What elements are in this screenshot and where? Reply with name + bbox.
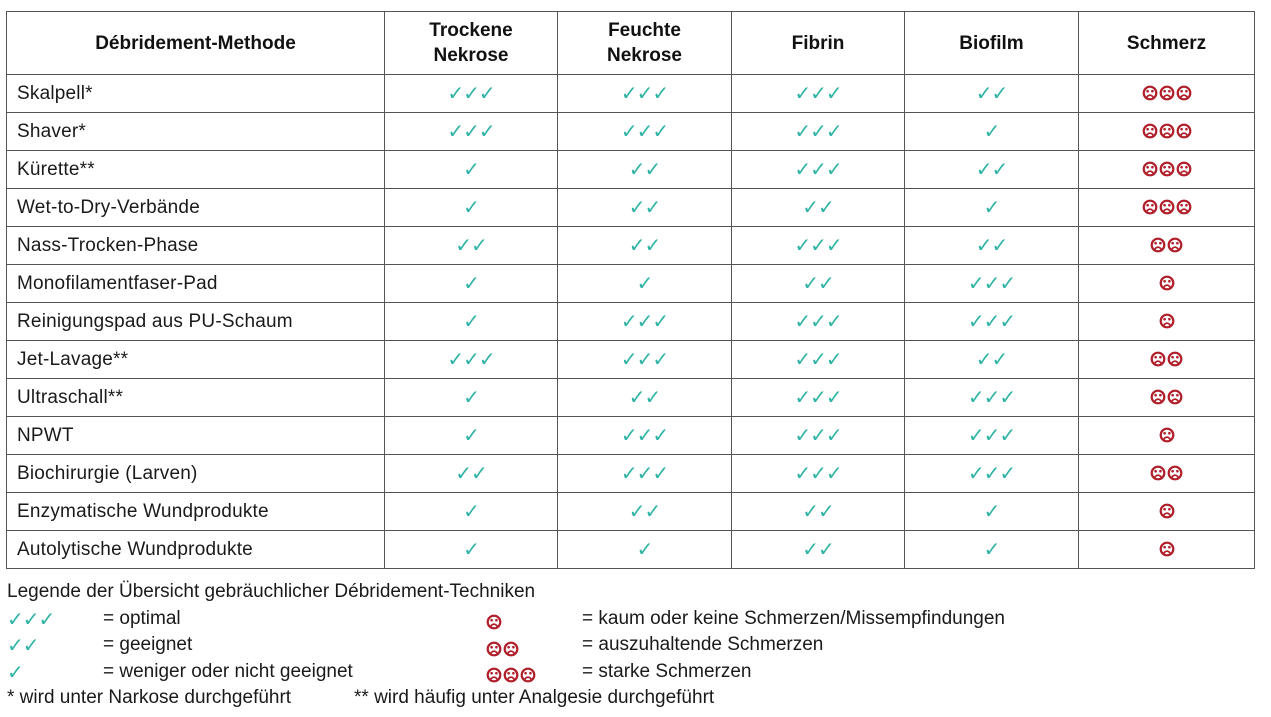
- rating-trockene: [385, 417, 558, 455]
- sad-face-icon: [1159, 123, 1175, 139]
- check-icon: ✓✓: [455, 233, 487, 257]
- check-icon: ✓✓✓: [620, 347, 669, 371]
- table-row: [7, 303, 1255, 341]
- footnotes-row: [7, 685, 1257, 712]
- pain-rating: [1158, 538, 1175, 560]
- sad-face-icon: [503, 667, 519, 683]
- check-icon: ✓: [983, 499, 1000, 523]
- rating-trockene: [385, 379, 558, 417]
- sad-face-icon: [1176, 123, 1192, 139]
- rating-fibrin: [732, 493, 905, 531]
- sad-face-icon: [1159, 313, 1175, 329]
- rating-feuchte: [558, 303, 732, 341]
- check-icon: ✓: [463, 195, 479, 219]
- pain-rating: [1150, 234, 1184, 256]
- sad-face-icon: [1159, 85, 1175, 101]
- header-line: Nekrose: [607, 45, 682, 66]
- header-line: Biofilm: [959, 32, 1024, 54]
- sad-face-icon: [1159, 199, 1175, 215]
- check-icon: ✓✓✓: [620, 309, 669, 333]
- check-icon: ✓✓✓: [794, 157, 842, 181]
- method-name: Reinigungspad aus PU-Schaum: [7, 303, 385, 341]
- method-name: Wet-to-Dry-Verbände: [7, 189, 385, 227]
- method-name: Kürette**: [7, 151, 385, 189]
- sad-face-icon: [503, 641, 519, 657]
- check-icon: ✓✓✓: [967, 423, 1016, 447]
- table-row: [7, 265, 1255, 303]
- header-line: Feuchte: [608, 20, 681, 41]
- rating-schmerz: [1079, 493, 1255, 531]
- sad-face-icon: [1176, 199, 1192, 215]
- sad-face-icon: [1142, 123, 1158, 139]
- method-name: Nass-Trocken-Phase: [7, 227, 385, 265]
- rating-fibrin: [732, 151, 905, 189]
- rating-feuchte: [558, 265, 732, 303]
- rating-schmerz: [1079, 531, 1255, 569]
- rating-biofilm: [905, 151, 1079, 189]
- pain-rating: [1141, 196, 1192, 218]
- check-icon: ✓✓✓: [447, 119, 495, 143]
- rating-feuchte: [558, 417, 732, 455]
- check-icon: ✓✓✓: [794, 461, 842, 485]
- check-icon: ✓: [983, 537, 1000, 561]
- sad-face-icon: [1167, 351, 1183, 367]
- rating-biofilm: [905, 455, 1079, 493]
- check-icon: ✓✓: [628, 157, 661, 181]
- check-icon: ✓✓: [628, 195, 661, 219]
- rating-schmerz: [1079, 227, 1255, 265]
- legend-pain-text: = starke Schmerzen: [582, 660, 752, 682]
- rating-fibrin: [732, 303, 905, 341]
- check-icon: ✓✓: [628, 499, 661, 523]
- table-row: [7, 341, 1255, 379]
- rating-feuchte: [558, 151, 732, 189]
- table-row: [7, 189, 1255, 227]
- check-icon: ✓✓✓: [794, 385, 842, 409]
- check-icon: ✓✓✓: [794, 119, 842, 143]
- rating-biofilm: [905, 189, 1079, 227]
- check-icon: ✓✓✓: [620, 119, 669, 143]
- rating-biofilm: [905, 227, 1079, 265]
- check-icon: ✓✓✓: [620, 81, 669, 105]
- header-trockene: [385, 12, 558, 75]
- sad-face-icon: [486, 667, 502, 683]
- rating-fibrin: [732, 341, 905, 379]
- rating-biofilm: [905, 531, 1079, 569]
- check-icon: ✓✓: [802, 195, 834, 219]
- check-icon: ✓✓: [975, 347, 1008, 371]
- check-icon: ✓: [983, 119, 1000, 143]
- method-name: Skalpell*: [7, 75, 385, 113]
- check-icon: ✓✓✓: [447, 81, 495, 105]
- sad-face-icon: [1159, 503, 1175, 519]
- rating-trockene: [385, 189, 558, 227]
- rating-schmerz: [1079, 417, 1255, 455]
- check-icon: ✓✓: [802, 537, 834, 561]
- check-icon: ✓: [983, 195, 1000, 219]
- header-line: Fibrin: [791, 32, 845, 54]
- check-icon: ✓: [463, 385, 479, 409]
- check-icon: ✓✓✓: [967, 385, 1016, 409]
- check-icon: ✓✓✓: [794, 81, 842, 105]
- check-icon: ✓: [463, 309, 479, 333]
- rating-biofilm: [905, 75, 1079, 113]
- rating-feuchte: [558, 531, 732, 569]
- table-row: [7, 379, 1255, 417]
- rating-fibrin: [732, 265, 905, 303]
- pain-rating: [1158, 500, 1175, 522]
- check-icon: ✓✓✓: [7, 606, 55, 631]
- footnote-narkose: * wird unter Narkose durchgeführt: [7, 687, 292, 708]
- rating-fibrin: [732, 227, 905, 265]
- table-row: [7, 113, 1255, 151]
- sad-face-icon: [1167, 465, 1183, 481]
- pain-rating: [1158, 310, 1175, 332]
- header-biofilm: [905, 12, 1079, 75]
- rating-schmerz: [1079, 113, 1255, 151]
- header-line: Nekrose: [433, 45, 509, 66]
- rating-biofilm: [905, 493, 1079, 531]
- sad-face-icon: [1167, 389, 1183, 405]
- header-line: Schmerz: [1126, 32, 1207, 54]
- rating-biofilm: [905, 341, 1079, 379]
- table-row: [7, 75, 1255, 113]
- sad-face-icon: [1176, 85, 1192, 101]
- rating-schmerz: [1079, 341, 1255, 379]
- footnote-analgesie: ** wird häufig unter Analgesie durchgeführt: [354, 687, 715, 708]
- check-icon: ✓✓: [628, 385, 661, 409]
- header-row: [7, 12, 1255, 75]
- method-name: Shaver*: [7, 113, 385, 151]
- rating-schmerz: [1079, 75, 1255, 113]
- rating-schmerz: [1079, 189, 1255, 227]
- legend: [7, 579, 1257, 712]
- sad-face-icon: [486, 641, 502, 657]
- pain-rating: [1158, 272, 1175, 294]
- check-icon: ✓✓: [975, 81, 1008, 105]
- method-name: Ultraschall**: [7, 379, 385, 417]
- sad-face-icon: [1159, 275, 1175, 291]
- rating-biofilm: [905, 303, 1079, 341]
- sad-face-icon: [520, 667, 536, 683]
- rating-fibrin: [732, 75, 905, 113]
- rating-feuchte: [558, 341, 732, 379]
- table-row: [7, 531, 1255, 569]
- sad-face-icon: [1150, 465, 1166, 481]
- method-name: Biochirurgie (Larven): [7, 455, 385, 493]
- legend-pain-text: = kaum oder keine Schmerzen/Missempfindungen: [582, 607, 1005, 629]
- pain-rating: [1150, 348, 1184, 370]
- check-icon: ✓✓✓: [447, 347, 495, 371]
- check-icon: ✓✓: [628, 233, 661, 257]
- rating-feuchte: [558, 455, 732, 493]
- rating-feuchte: [558, 227, 732, 265]
- rating-biofilm: [905, 265, 1079, 303]
- check-icon: ✓✓✓: [967, 461, 1016, 485]
- rating-trockene: [385, 113, 558, 151]
- rating-feuchte: [558, 379, 732, 417]
- table-row: [7, 455, 1255, 493]
- check-icon: ✓✓: [975, 233, 1008, 257]
- check-icon: ✓✓✓: [794, 423, 842, 447]
- check-icon: ✓✓: [7, 633, 39, 657]
- rating-trockene: [385, 493, 558, 531]
- check-icon: ✓: [463, 157, 479, 181]
- legend-row: [7, 659, 1257, 686]
- check-icon: ✓✓✓: [967, 271, 1016, 295]
- header-feuchte: [558, 12, 732, 75]
- sad-face-icon: [486, 614, 502, 630]
- sad-face-icon: [1142, 161, 1158, 177]
- table-body: [7, 75, 1255, 569]
- pain-rating: [1150, 462, 1184, 484]
- method-name: Monofilamentfaser-Pad: [7, 265, 385, 303]
- check-icon: ✓✓✓: [967, 309, 1016, 333]
- debridement-table: [6, 11, 1255, 569]
- header-line: Trockene: [429, 20, 513, 41]
- sad-face-icon: [1176, 161, 1192, 177]
- rating-feuchte: [558, 189, 732, 227]
- rating-trockene: [385, 455, 558, 493]
- check-icon: ✓✓✓: [620, 423, 669, 447]
- rating-fibrin: [732, 531, 905, 569]
- sad-face-icon: [1167, 237, 1183, 253]
- rating-schmerz: [1079, 265, 1255, 303]
- rating-schmerz: [1079, 303, 1255, 341]
- sad-face-icon: [1159, 427, 1175, 443]
- sad-face-icon: [1159, 541, 1175, 557]
- header-line: Débridement-Methode: [95, 32, 296, 54]
- rating-trockene: [385, 227, 558, 265]
- sad-face-icon: [1150, 351, 1166, 367]
- rating-trockene: [385, 341, 558, 379]
- rating-feuchte: [558, 75, 732, 113]
- sad-face-icon: [1142, 85, 1158, 101]
- rating-feuchte: [558, 493, 732, 531]
- rating-biofilm: [905, 113, 1079, 151]
- check-icon: ✓✓: [802, 271, 834, 295]
- legend-check-text: = weniger oder nicht geeignet: [103, 660, 353, 682]
- check-icon: ✓✓: [455, 461, 487, 485]
- check-icon: ✓: [463, 271, 479, 295]
- pain-rating: [1141, 158, 1192, 180]
- rating-schmerz: [1079, 455, 1255, 493]
- check-icon: ✓: [463, 537, 479, 561]
- header-method: [7, 12, 385, 75]
- legend-check-text: = optimal: [103, 607, 181, 629]
- method-name: Autolytische Wundprodukte: [7, 531, 385, 569]
- rating-fibrin: [732, 417, 905, 455]
- check-icon: ✓✓✓: [794, 233, 842, 257]
- rating-trockene: [385, 531, 558, 569]
- rating-fibrin: [732, 379, 905, 417]
- table-row: [7, 417, 1255, 455]
- method-name: Enzymatische Wundprodukte: [7, 493, 385, 531]
- pain-rating: [1141, 120, 1192, 142]
- sad-face-icon: [1142, 199, 1158, 215]
- method-name: Jet-Lavage**: [7, 341, 385, 379]
- legend-row: [7, 632, 1257, 659]
- check-icon: ✓: [636, 271, 653, 295]
- rating-trockene: [385, 303, 558, 341]
- pain-rating: [1158, 424, 1175, 446]
- check-icon: ✓: [463, 423, 479, 447]
- rating-fibrin: [732, 113, 905, 151]
- legend-title: Legende der Übersicht gebräuchlicher Débridement-Techniken: [7, 581, 536, 602]
- sad-face-icon: [1150, 237, 1166, 253]
- legend-pain-text: = auszuhaltende Schmerzen: [582, 634, 824, 655]
- check-icon: ✓✓: [802, 499, 834, 523]
- rating-schmerz: [1079, 151, 1255, 189]
- rating-feuchte: [558, 113, 732, 151]
- check-icon: ✓: [636, 537, 653, 561]
- check-icon: ✓✓✓: [620, 461, 669, 485]
- check-icon: ✓: [7, 659, 23, 684]
- rating-trockene: [385, 151, 558, 189]
- sad-face-icon: [1150, 389, 1166, 405]
- rating-schmerz: [1079, 379, 1255, 417]
- sad-face-icon: [1159, 161, 1175, 177]
- debridement-overview: [6, 11, 1255, 569]
- rating-fibrin: [732, 189, 905, 227]
- header-schmerz: [1079, 12, 1255, 75]
- rating-trockene: [385, 265, 558, 303]
- check-icon: ✓: [463, 499, 479, 523]
- header-fibrin: [732, 12, 905, 75]
- rating-biofilm: [905, 417, 1079, 455]
- pain-rating: [1150, 386, 1184, 408]
- check-icon: ✓✓✓: [794, 347, 842, 371]
- check-icon: ✓✓✓: [794, 309, 842, 333]
- rating-trockene: [385, 75, 558, 113]
- legend-title-row: [7, 579, 1257, 606]
- check-icon: ✓✓: [975, 157, 1008, 181]
- rating-fibrin: [732, 455, 905, 493]
- pain-rating: [1141, 82, 1192, 104]
- table-row: [7, 493, 1255, 531]
- legend-check-text: = geeignet: [103, 634, 193, 655]
- method-name: NPWT: [7, 417, 385, 455]
- table-row: [7, 227, 1255, 265]
- legend-row: [7, 606, 1257, 633]
- rating-biofilm: [905, 379, 1079, 417]
- table-row: [7, 151, 1255, 189]
